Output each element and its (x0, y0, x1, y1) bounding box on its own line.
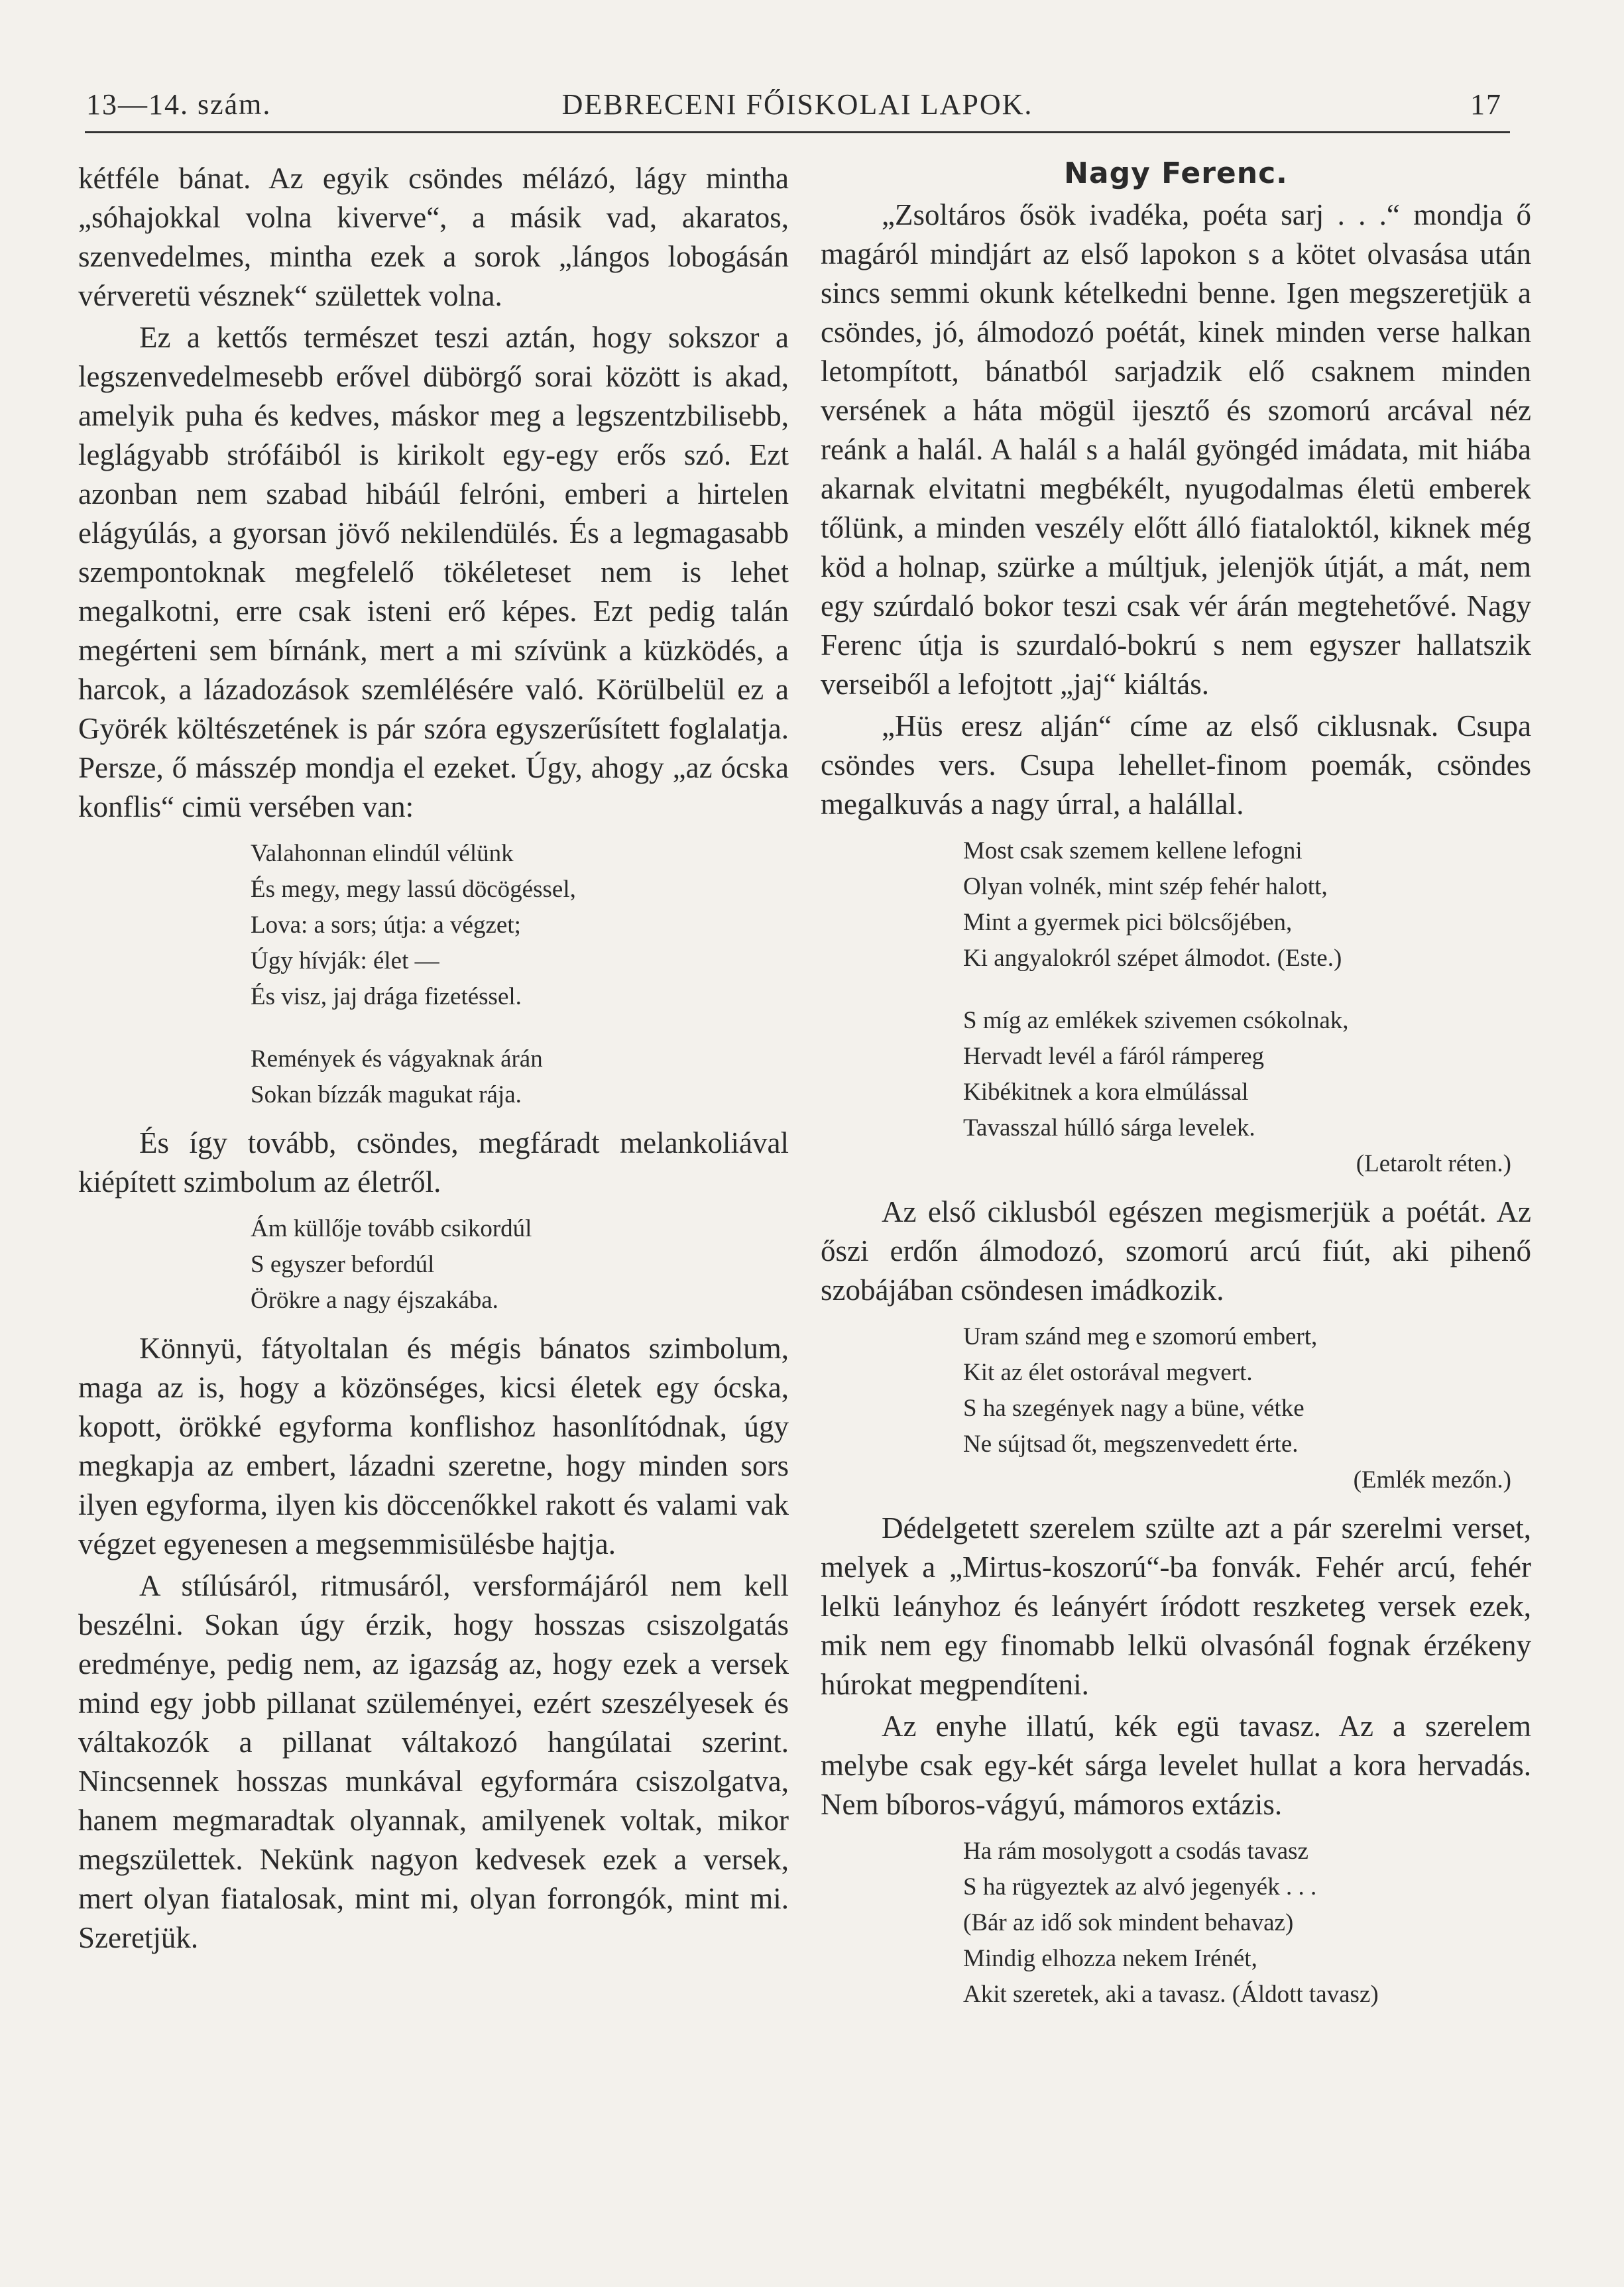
poem-line: Ám küllője tovább csikordúl (251, 1215, 532, 1242)
section-heading: Nagy Ferenc. (1064, 156, 1288, 190)
poem-line: S ha szegények nagy a büne, vétke (963, 1395, 1305, 1422)
issue-number: 13—14. szám. (86, 88, 272, 121)
poem-line: Uram szánd meg e szomorú embert, (963, 1323, 1318, 1350)
poem-line: Kit az élet ostorával megvert. (963, 1359, 1253, 1386)
paragraph: Ez a kettős természet teszi aztán, hogy sokszor a legszenvedelmesebb erővel dübörgő sorai között is akad, amelyik puha és kedves, máskor meg a legszentzbilisebb, leglágyabb strófáiból is kirikolt egy-egy erős szó. Ezt azonban nem szabad hibáúl felróni, emberi a hirtelen elágyúlás, a gyorsan jövő nekilendülés. És a legmagasabb szempontoknak megfelelő tökéleteset nem is lehet megalkotni, erre csak isteni erő képes. Ezt pedig talán megérteni sem bírnánk, mert a mi szívünk a küzködés, a harcok, a lázadozások szemlélésére való. Körülbelül ez a Györék költészetének is pár szóra egyszerűsített foglalatja. Persze, ő másszép mondja el ezeket. Úgy, ahogy „az ócska konflis“ cimü versében van: (78, 321, 789, 823)
page-number: 17 (1470, 88, 1502, 121)
paragraph: Az enyhe illatú, kék egü tavasz. Az a szerelem melybe csak egy-két sárga levelet hullat a kora hervadás. Nem bíboros-vágyú, mámoros extázis. (821, 1710, 1531, 1821)
poem-line: Remények és vágyaknak árán (251, 1045, 543, 1073)
poem-line: Akit szeretek, aki a tavasz. (Áldott tavasz) (963, 1981, 1379, 2008)
poem-quote (78, 1211, 789, 1319)
poem-quote (821, 1834, 1531, 2013)
paragraph: „Zsoltáros ősök ivadéka, poéta sarj . . .“ mondja ő magáról mindjárt az első lapokon s a kötet olvasása után sincs semmi okunk kételkedni benne. Igen megszeretjük a csöndes, jó, álmodozó poétát, kinek minden verse halkan letompított, bánatból sarjadzik elő csaknem minden versének a háta mögül ijesztő és szomorú arcával néz reánk a halál. A halál s a halál gyöngéd imádata, mit hiába akarnak elvitatni megbékélt, nyugodalmas életü emberek tőlünk, a minden veszély előtt álló fiataloktól, kiknek még köd a holnap, szürke a múltjuk, jelenjök útját, a mát, nem egy szúrdaló bokor teszi csak vér árán megtehetővé. Nagy Ferenc útja is szurdaló-bokrú s nem egyszer hallatszik verseiből a lefojtott „jaj“ kiáltás. (821, 198, 1531, 701)
left-column (78, 159, 789, 1960)
poem-line: Mint a gyermek pici bölcsőjében, (963, 909, 1293, 936)
poem-line: Mindig elhozza nekem Irénét, (963, 1945, 1257, 1972)
poem-line: Ne sújtsad őt, megszenvedett érte. (963, 1431, 1299, 1458)
paragraph: Dédelgetett szerelem szülte azt a pár szerelmi verset, melyek a „Mirtus-koszorú“-ba fonvák. Fehér arcú, fehér lelkü leányhoz és leányért íródott reszketeg versek ezek, mik nem egy finomabb lelkü olvasónál fognak érzékeny húrokat megpendíteni. (821, 1511, 1531, 1701)
poem-quote (78, 836, 789, 1113)
poem-line: S egyszer befordúl (251, 1251, 435, 1278)
poem-line: Tavasszal húlló sárga levelek. (963, 1114, 1255, 1142)
paragraph: És így tovább, csöndes, megfáradt melankoliával kiépített szimbolum az életről. (78, 1126, 789, 1199)
poem-line: És visz, jaj drága fizetéssel. (251, 983, 522, 1010)
poem-line: Sokan bízzák magukat rája. (251, 1081, 522, 1108)
poem-line: Lova: a sors; útja: a végzet; (251, 911, 521, 939)
poem-line: Ha rám mosolygott a csodás tavasz (963, 1838, 1308, 1865)
paragraph: Könnyü, fátyoltalan és mégis bánatos szimbolum, maga az is, hogy a közönséges, kicsi életek egy ócska, kopott, örökké egyforma konflishoz hasonlítódnak, úgy megkapja az embert, lázadni szeretne, hogy minden sors ilyen egyforma, ilyen kis döccenőkkel rakott és valami vak végzet egyenesen a megsemmisülésbe hajtja. (78, 1332, 789, 1560)
page-header (85, 78, 1510, 133)
poem-line: S míg az emlékek szivemen csókolnak, (963, 1007, 1349, 1034)
poem-attribution: (Letarolt réten.) (1356, 1150, 1511, 1177)
journal-title: DEBRECENI FŐISKOLAI LAPOK. (561, 88, 1033, 121)
poem-line: És megy, megy lassú döcögéssel, (251, 876, 576, 903)
poem-quote (821, 1319, 1531, 1498)
paragraph: „Hüs eresz alján“ címe az első ciklusnak. Csupa csöndes vers. Csupa lehellet-finom poemák, csöndes megalkuvás a nagy úrral, a halállal. (821, 709, 1531, 821)
poem-line: Úgy hívják: élet — (251, 947, 439, 974)
poem-line: S ha rügyeztek az alvó jegenyék . . . (963, 1873, 1317, 1901)
right-column (821, 156, 1531, 2023)
poem-attribution: (Emlék mezőn.) (1353, 1466, 1511, 1494)
poem-line: Ki angyalokról szépet álmodot. (Este.) (963, 945, 1342, 972)
poem-line: Valahonnan elindúl vélünk (251, 840, 514, 867)
poem-line: Kibékitnek a kora elmúlással (963, 1079, 1249, 1106)
paragraph: kétféle bánat. Az egyik csöndes mélázó, lágy mintha „sóhajokkal volna kiverve“, a másik vad, akaratos, szenvedelmes, mintha ezek a sorok „lángos lobogásán vérveretü vésznek“ születtek volna. (78, 162, 789, 312)
poem-line: Hervadt levél a fáról rámpereg (963, 1043, 1265, 1070)
paragraph: Az első ciklusból egészen megismerjük a poétát. Az őszi erdőn álmodozó, szomorú arcú fiút, aki pihenő szobájában csöndesen imádkozik. (821, 1195, 1531, 1307)
paragraph: A stílúsáról, ritmusáról, versformájáról nem kell beszélni. Sokan úgy érzik, hogy hosszas csiszolgatás eredménye, pedig nem, az igazság az, hogy ezek a versek mind egy jobb pillanat szüleményei, ezért szeszélyesek és váltakozók a pillanat váltakozó hangúlatai szerint. Nincsennek hosszas munkával egyformára csiszolgatva, hanem megmaradtak olyannak, amilyenek voltak, mikor megszülettek. Nekünk nagyon kedvesek ezek a versek, mert olyan fiatalosak, mint mi, olyan forrongók, mint mi. Szeretjük. (78, 1569, 789, 1954)
poem-line: Most csak szemem kellene lefogni (963, 837, 1303, 864)
poem-line: Örökre a nagy éjszakába. (251, 1287, 498, 1314)
poem-quote (821, 833, 1531, 1182)
poem-line: Olyan volnék, mint szép fehér halott, (963, 873, 1328, 900)
poem-line: (Bár az idő sok mindent behavaz) (963, 1909, 1294, 1936)
